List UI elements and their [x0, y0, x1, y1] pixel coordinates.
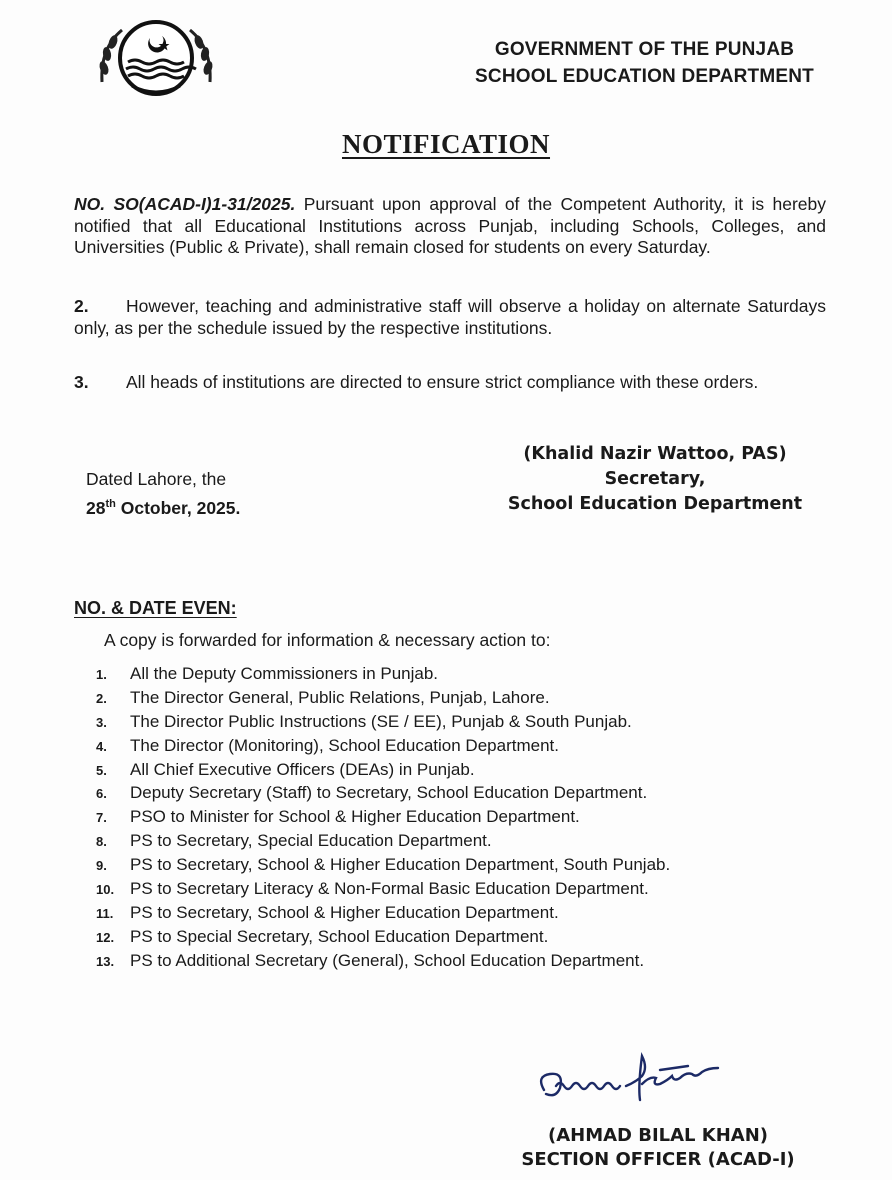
distribution-item-number: 8. [96, 834, 107, 850]
section-officer-name: (AHMAD BILAL KHAN) [547, 1125, 769, 1146]
date-day-suffix: th [105, 498, 116, 510]
distribution-list-item [96, 877, 670, 901]
distribution-item-text: All Chief Executive Officers (DEAs) in Punjab. [130, 759, 475, 779]
page-title: NOTIFICATION [341, 129, 551, 159]
distribution-item-text: The Director General, Public Relations, Punjab, Lahore. [130, 687, 550, 707]
distribution-list-item [96, 781, 670, 805]
distribution-item-text: PS to Special Secretary, School Education Department. [130, 926, 549, 946]
secretary-signature-block [490, 442, 820, 517]
distribution-intro: A copy is forwarded for information & necessary action to: [104, 630, 551, 650]
department-name: SCHOOL EDUCATION DEPARTMENT [475, 66, 814, 87]
distribution-item-text: PSO to Minister for School & Higher Education Department. [130, 807, 580, 827]
dated-place: Dated Lahore, the [86, 469, 227, 489]
distribution-item-number: 9. [96, 858, 107, 874]
distribution-item-number: 3. [96, 714, 107, 730]
reference-number: NO. SO(ACAD-I)1-31/2025. [74, 194, 296, 214]
secretary-department: School Education Department [507, 494, 803, 514]
secretary-name: (Khalid Nazir Wattoo, PAS) [523, 444, 787, 464]
distribution-item-number: 11. [96, 905, 114, 921]
paragraph-3 [74, 372, 826, 394]
secretary-designation: Secretary, [604, 469, 706, 489]
distribution-heading: NO. & DATE EVEN: [74, 598, 237, 618]
paragraph-1 [74, 194, 826, 259]
paragraph-2 [74, 296, 826, 339]
section-officer-block [478, 1124, 838, 1172]
distribution-list-item [96, 925, 670, 949]
distribution-list-item [96, 710, 670, 734]
distribution-item-text: All the Deputy Commissioners in Punjab. [130, 664, 439, 683]
date-month-year: October, 2025. [120, 497, 241, 518]
distribution-item-number: 12. [96, 929, 115, 945]
distribution-list-item [96, 853, 670, 877]
distribution-list [96, 662, 670, 973]
distribution-list-item [96, 662, 670, 686]
paragraph-2-text: However, teaching and administrative staff will observe a holiday on alternate Saturdays only, as per the schedule issued by the respective institutions. [74, 296, 826, 338]
distribution-item-number: 5. [96, 762, 107, 778]
distribution-item-text: PS to Secretary, Special Education Department. [130, 831, 492, 851]
distribution-item-number: 13. [96, 953, 115, 969]
date-day: 28 [86, 497, 106, 518]
section-officer-signature [530, 1050, 760, 1120]
paragraph-3-text: All heads of institutions are directed to ensure strict compliance with these orders. [126, 372, 759, 392]
letterhead [475, 36, 814, 90]
distribution-list-item [96, 805, 670, 829]
paragraph-2-number: 2. [74, 296, 89, 316]
section-officer-designation: SECTION OFFICER (ACAD-I) [521, 1149, 795, 1170]
distribution-item-text: Deputy Secretary (Staff) to Secretary, School Education Department. [130, 783, 648, 803]
paragraph-3-number: 3. [74, 372, 89, 392]
distribution-list-item [96, 686, 670, 710]
date-line [86, 492, 240, 521]
distribution-item-number: 1. [96, 667, 107, 682]
distribution-item-number: 2. [96, 690, 107, 706]
distribution-item-text: PS to Secretary, School & Higher Education Department, South Punjab. [130, 855, 671, 875]
distribution-item-text: PS to Additional Secretary (General), School Education Department. [130, 950, 645, 970]
government-name: GOVERNMENT OF THE PUNJAB [494, 39, 795, 60]
distribution-item-number: 10. [96, 882, 115, 898]
distribution-list-item [96, 949, 670, 973]
distribution-item-number: 6. [96, 786, 107, 802]
distribution-list-item [96, 734, 670, 758]
distribution-item-text: The Director Public Instructions (SE / EE), Punjab & South Punjab. [130, 711, 632, 731]
distribution-item-text: The Director (Monitoring), School Education Department. [130, 735, 559, 755]
dated-block [86, 467, 240, 521]
paragraph-1-text: Pursuant upon approval of the Competent Authority, it is hereby notified that all Educational Institutions across Punjab, including Schools, Colleges, and Universities (Public & Private), shall remain closed for students on every Saturday. [74, 194, 826, 257]
distribution-list-item [96, 901, 670, 925]
distribution-item-number: 4. [96, 738, 107, 754]
distribution-item-number: 7. [96, 810, 107, 826]
distribution-list-item [96, 829, 670, 853]
punjab-government-emblem-icon [92, 18, 220, 104]
distribution-list-item [96, 758, 670, 782]
distribution-item-text: PS to Secretary, School & Higher Education Department. [130, 902, 559, 922]
distribution-item-text: PS to Secretary Literacy & Non-Formal Basic Education Department. [130, 879, 649, 899]
